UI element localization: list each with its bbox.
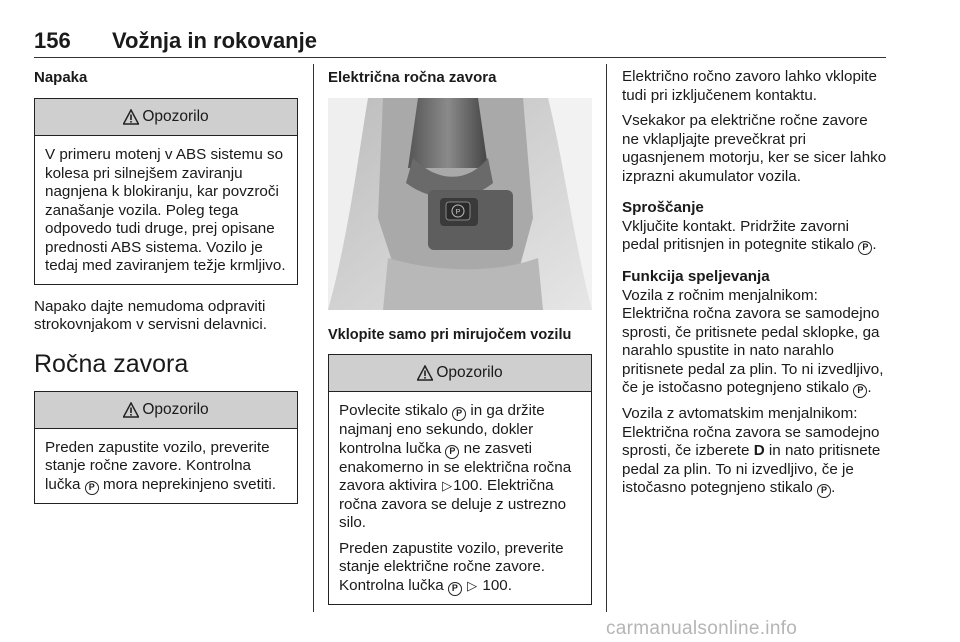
console-illustration [328, 98, 592, 310]
page-header [34, 24, 886, 58]
warning-text: V primeru motenj v ABS sistemu so kolesa pri silnejšem zaviranju nagnjena k blokiranju, kar povzroči zanašanje vozila. Poleg tega odpovedo tudi druge, prej opisane prednosti ABS sistema. Vozilo je tedaj med zaviranjem težje krmljivo. [45, 146, 286, 274]
paragraph: Vozila z ročnim menjalnikom: Električna ročna zavora se samodejno sprosti, če pritisnete pedal sklopke, ga narahlo spustite in nato narahlo pritisnete pedal za plin. To ni izvedljivo, če je istočasno potegnjeno stikalo P . [622, 286, 884, 396]
page-reference[interactable]: 100 [453, 477, 479, 494]
column-right [622, 64, 888, 498]
page-title: Vožnja in rokovanje [112, 28, 317, 53]
parking-brake-icon: P [445, 445, 459, 459]
handbrake-switch-photo [328, 98, 592, 310]
parking-brake-icon: P [85, 481, 99, 495]
svg-text:P: P [455, 209, 461, 216]
warning-title: Opozorilo [142, 400, 209, 418]
warning-header [329, 355, 591, 392]
warning-text: Povlecite stikalo P in ga držite najmanj eno sekundo, dokler kontrolna lučka P ne zasveti enakomerno in se električna ročna zavora aktivira ▷100. Električna ročna zavora se deluje z ustrezno silo. [339, 402, 572, 531]
warning-box-handbrake [34, 391, 298, 504]
section-heading-fault: Napaka [34, 69, 88, 86]
warning-triangle-icon [123, 109, 139, 125]
paragraph: Vozila z avtomatskim menjalnikom: Električna ročna zavora se samodejno sprosti, če izberete D in nato pritisnete pedal za plin. To ni izvedljivo, če je istočasno potegnjeno stikalo P . [622, 405, 881, 496]
warning-triangle-icon [417, 365, 433, 381]
parking-brake-icon: P [858, 241, 872, 255]
paragraph: Električno ročno zavoro lahko vklopite tudi pri izključenem kontaktu. [622, 68, 877, 104]
paragraph: Vsekakor pa električne ročne zavore ne vklapljajte prevečkrat pri ugasnjenem motorju, ker se sicer lahko izprazni akumulator vozila. [622, 112, 887, 185]
watermark: carmanualsonline.info [606, 618, 798, 639]
column-left [34, 64, 298, 504]
page-reference-icon: ▷ [442, 478, 453, 493]
parking-brake-icon: P [452, 407, 466, 421]
warning-title: Opozorilo [142, 108, 209, 125]
column-divider [606, 64, 607, 612]
parking-brake-icon: P [853, 384, 867, 398]
warning-text: Preden zapustite vozilo, preverite stanje ročne zavore. Kontrolna lučka P mora neprekinjeno svetiti. [45, 438, 276, 493]
parking-brake-icon: P [817, 484, 831, 498]
section-heading-handbrake: Ročna zavora [34, 349, 189, 378]
paragraph-fault: Napako dajte nemudoma odpraviti strokovnjakom v servisni delavnici. [34, 297, 267, 333]
warning-triangle-icon [123, 402, 139, 418]
warning-box-abs [34, 98, 298, 285]
page-reference-icon: ▷ [467, 577, 478, 593]
subsection-heading-release: Sproščanje [622, 199, 704, 216]
warning-text: Preden zapustite vozilo, preverite stanje električne ročne zavore. Kontrolna lučka P ▷ 100. [339, 539, 564, 594]
column-middle [328, 64, 592, 605]
photo-caption: Vklopite samo pri mirujočem vozilu [328, 327, 572, 343]
warning-box-electric [328, 354, 592, 605]
warning-title: Opozorilo [436, 364, 503, 381]
warning-header [35, 392, 297, 429]
warning-header [35, 99, 297, 136]
paragraph: Vključite kontakt. Pridržite zavorni pedal pritisnjen in potegnite stikalo P . [622, 217, 877, 253]
section-heading-electric-brake: Električna ročna zavora [328, 69, 497, 86]
page-number: 156 [34, 28, 71, 53]
subsection-heading-drive-away: Funkcija speljevanja [622, 268, 770, 285]
column-divider [313, 64, 314, 612]
page-reference[interactable]: 100 [482, 576, 508, 594]
parking-brake-icon: P [448, 582, 462, 596]
